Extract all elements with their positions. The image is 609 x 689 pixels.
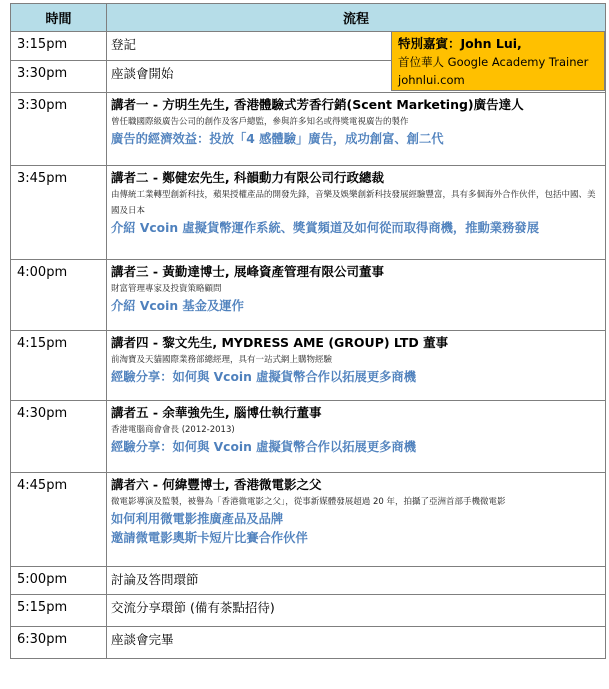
speaker-name: 講者三 - 黃勤達博士, 展峰資產管理有限公司董事 <box>111 264 384 279</box>
time-cell: 4:30pm <box>11 401 107 473</box>
speaker-row <box>11 331 606 401</box>
time-cell: 3:15pm <box>11 32 107 61</box>
speaker-bio: 微電影導演及監製，被譽為「香港微電影之父」，從事新媒體發展超過 20 年，拍攝了亞洲首部手機微電影 <box>111 497 506 507</box>
speaker-row <box>11 166 606 260</box>
speaker-topic: 介紹 Vcoin 虛擬貨幣運作系統、獎賞頻道及如何從而取得商機，推動業務發展 <box>111 221 539 235</box>
time-cell: 4:00pm <box>11 260 107 331</box>
flow-cell <box>107 473 606 567</box>
table-row <box>11 567 606 595</box>
speaker-row <box>11 401 606 473</box>
speaker-topic: 邀請微電影奧斯卡短片比賽合作伙伴 <box>111 531 308 545</box>
speaker-topic: 經驗分享：如何與 Vcoin 虛擬貨幣合作以拓展更多商機 <box>111 440 417 454</box>
flow-text: 交流分享環節 (備有茶點招待) <box>111 600 275 615</box>
table-row <box>11 32 606 61</box>
flow-text: 登記 <box>111 37 137 52</box>
guest-description: 首位華人 Google Academy Trainer <box>398 55 589 69</box>
speaker-row <box>11 260 606 331</box>
flow-cell <box>107 166 606 260</box>
header-time: 時間 <box>11 4 107 32</box>
flow-cell <box>107 331 606 401</box>
speaker-topic: 如何利用微電影推廣產品及品牌 <box>111 512 284 526</box>
schedule-table <box>10 3 606 659</box>
speaker-name: 講者二 - 鄭健宏先生, 科韻動力有限公司行政總裁 <box>111 170 384 185</box>
flow-cell <box>107 260 606 331</box>
flow-text: 討論及答問環節 <box>111 572 199 587</box>
speaker-bio: 曾任職國際級廣告公司的創作及客戶總監，參與許多知名或得獎電視廣告的製作 <box>111 117 409 127</box>
speaker-bio: 前淘寶及天貓國際業務部總經理，具有一站式網上購物經驗 <box>111 355 333 365</box>
speaker-name: 講者六 - 何緯豐博士, 香港微電影之父 <box>111 477 322 492</box>
flow-cell <box>107 567 606 595</box>
header-flow: 流程 <box>107 4 606 32</box>
speaker-bio: 由傳統工業轉型創新科技，蘋果授權產品的開發先鋒，音樂及娛樂創新科技發展經驗豐富，具有多個海外合作伙伴，包括中國、美國及日本 <box>111 190 596 216</box>
flow-cell <box>107 595 606 627</box>
flow-cell <box>107 93 606 166</box>
time-cell: 4:15pm <box>11 331 107 401</box>
speaker-bio: 財富管理專家及投資策略顧問 <box>111 284 222 294</box>
time-cell: 3:30pm <box>11 93 107 166</box>
time-cell: 3:30pm <box>11 61 107 93</box>
speaker-name: 講者四 - 黎文先生, MYDRESS AME (GROUP) LTD 董事 <box>111 335 449 350</box>
header-row <box>11 4 606 32</box>
speaker-row <box>11 473 606 567</box>
special-guest-box <box>391 31 605 91</box>
flow-cell <box>107 627 606 659</box>
flow-text: 座談會完畢 <box>111 632 174 647</box>
time-cell: 6:30pm <box>11 627 107 659</box>
speaker-topic: 介紹 Vcoin 基金及運作 <box>111 299 244 313</box>
speaker-row <box>11 93 606 166</box>
speaker-topic: 廣告的經濟效益：投放「4 感體驗」廣告，成功創富、創二代 <box>111 132 444 146</box>
speaker-topic: 經驗分享：如何與 Vcoin 虛擬貨幣合作以拓展更多商機 <box>111 370 417 384</box>
table-row <box>11 595 606 627</box>
time-cell: 5:15pm <box>11 595 107 627</box>
speaker-name: 講者一 - 方明生先生, 香港體驗式芳香行銷(Scent Marketing)廣告達人 <box>111 97 524 112</box>
flow-cell <box>107 401 606 473</box>
guest-title: 特別嘉賓：John Lui, <box>398 36 522 51</box>
speaker-bio: 香港電腦商會會長 (2012-2013) <box>111 425 235 435</box>
flow-text: 座談會開始 <box>111 66 174 81</box>
time-cell: 3:45pm <box>11 166 107 260</box>
speaker-name: 講者五 - 余華強先生, 腦博仕執行董事 <box>111 405 322 420</box>
time-cell: 5:00pm <box>11 567 107 595</box>
table-row <box>11 627 606 659</box>
time-cell: 4:45pm <box>11 473 107 567</box>
guest-website: johnlui.com <box>398 73 465 87</box>
